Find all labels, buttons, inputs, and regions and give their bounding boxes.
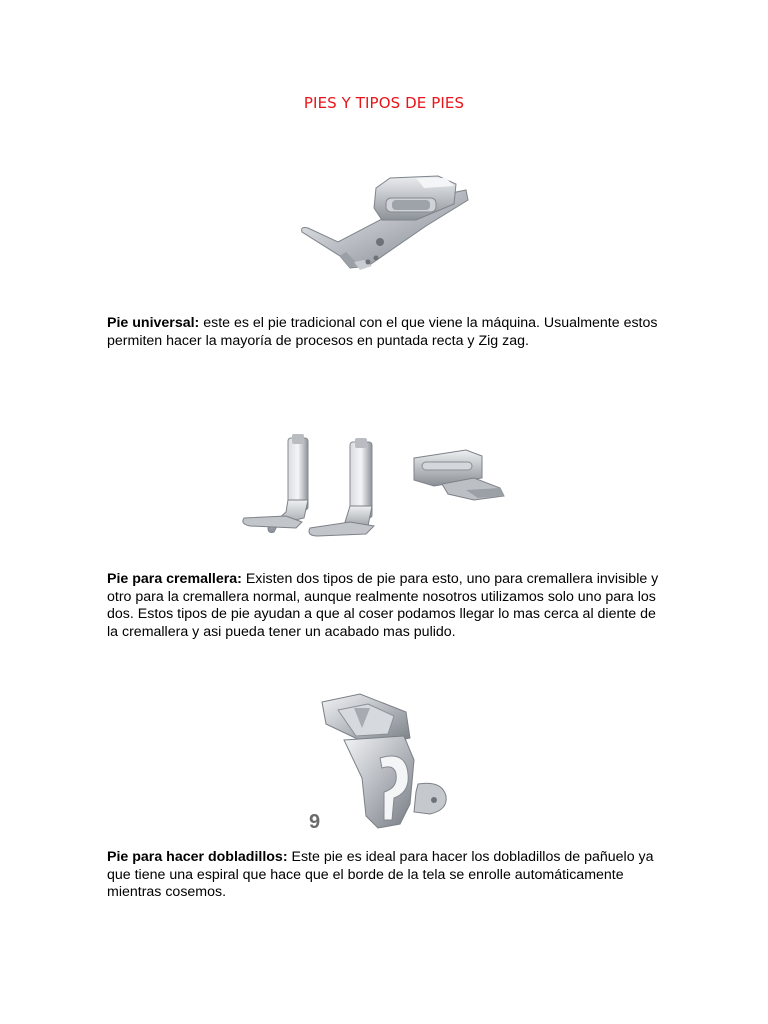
document-title: PIES Y TIPOS DE PIES [303,94,465,112]
hemmer-foot-text: Este pie es ideal para hacer los dobladillos de pañuelo ya que tiene una espiral que hace que el borde de la tela se enrolle automáticamente mientras cosemos. [107,849,654,901]
zipper-feet-image [238,400,528,560]
universal-foot-paragraph [107,315,663,350]
universal-foot-text: este es el pie tradicional con el que viene la máquina. Usualmente estos permiten hacer la mayoría de procesos en puntada recta y Zig zag. [107,315,658,349]
universal-foot-term: Pie universal: [107,315,200,331]
zipper-foot-text: Existen dos tipos de pie para esto, uno para cremallera invisible y otro para la cremallera normal, aunque realmente nosotros utilizamos solo uno para los dos. Estos tipos de pie ayudan a que al coser podamos llegar lo mas cerca al diente de la cremallera y asi pueda tener un acabado mas pulido. [107,571,659,640]
hemmer-foot-term: Pie para hacer dobladillos: [107,849,288,865]
universal-foot-image [298,134,470,294]
zipper-foot-term: Pie para cremallera: [107,571,242,587]
figure-number-label: 9 [309,811,321,833]
hemmer-foot-image [314,688,464,840]
zipper-foot-paragraph [107,571,663,641]
hemmer-foot-paragraph [107,849,663,902]
